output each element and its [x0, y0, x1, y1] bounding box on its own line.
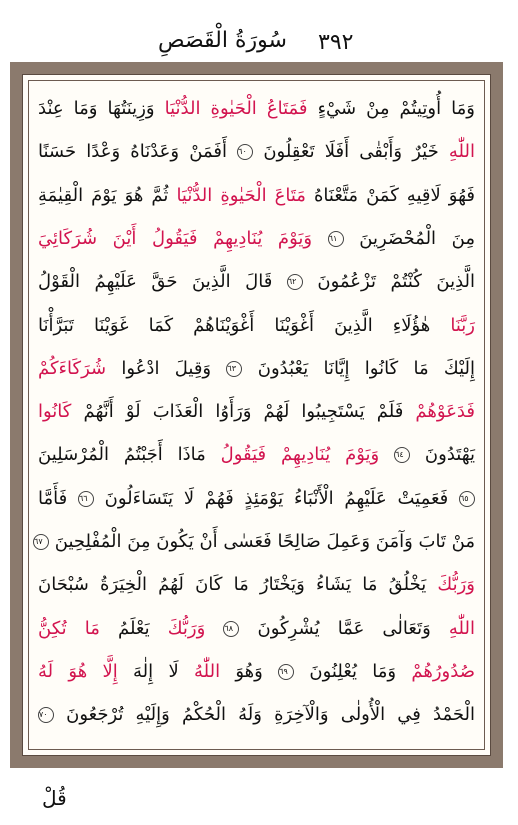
page-header [0, 24, 518, 58]
verse-line [38, 395, 475, 429]
highlighted-text: اللّٰهِ [448, 617, 475, 639]
verse-line [38, 482, 475, 516]
highlighted-text: وَرَبُّكَ [167, 617, 224, 639]
verse-text: وَتَعَالٰى عَمَّا يُشْرِكُونَ [239, 617, 449, 639]
verse-text: خَيْرٌ وَأَبْقٰى أَفَلَا تَعْقِلُونَ [253, 141, 449, 163]
ayah-number-marker: ٦٥ [459, 491, 475, 507]
verse-line [38, 92, 475, 126]
surah-title: سُورَةُ الْقَصَصِ [158, 28, 287, 53]
highlighted-text: اللّٰهُ [193, 660, 221, 682]
ayah-number-marker: ٦٤ [394, 447, 410, 463]
ayah-number-marker: ٦٠ [237, 144, 253, 160]
verse-text: وَقِيلَ ادْعُوا [106, 357, 227, 379]
verse-text: قَالَ الَّذِينَ حَقَّ عَلَيْهِمُ الْقَوْلُ [38, 271, 287, 293]
verse-line [38, 135, 475, 169]
verse-text: يَعْلَمُ [99, 617, 168, 639]
highlighted-text: وَرَبُّكَ [437, 574, 475, 596]
verse-text: لَا إِلٰهَ [117, 660, 194, 682]
highlighted-text: صُدُورُهُمْ [411, 660, 475, 682]
verse-line [38, 222, 475, 256]
verse-text: وَمَا يُعْلِنُونَ [294, 660, 412, 682]
highlighted-text: فَمَتَاعُ الْحَيٰوةِ الدُّنْيَا [164, 98, 308, 119]
highlighted-text: وَيَوْمَ يُنَادِيهِمْ فَيَقُولُ [220, 444, 395, 466]
verse-text: يَهْتَدُونَ [410, 444, 476, 466]
verse-text: فَأَمَّا [38, 487, 78, 509]
verse-text: فَهُوَ لَاقِيهِ كَمَنْ مَتَّعْنَاهُ [305, 184, 475, 206]
verse-text: مَنْ تَابَ وَآمَنَ وَعَمِلَ صَالِحًا فَعَسٰى أَنْ يَكُونَ مِنَ الْمُفْلِحِينَ [49, 531, 475, 552]
verse-text: إِلَيْكَ مَا كَانُوا إِيَّانَا يَعْبُدُونَ [242, 357, 475, 379]
verse-line [38, 352, 475, 386]
highlighted-text: مَا تُكِنُّ [38, 617, 100, 639]
page-number: ٣٩٢ [318, 30, 354, 55]
verse-text: مِنَ الْمُحْضَرِينَ [343, 227, 475, 249]
highlighted-text: وَيَوْمَ يُنَادِيهِمْ فَيَقُولُ أَيْنَ شُرَكَائِيَ [38, 227, 328, 249]
verse-text: وَهُوَ [220, 660, 279, 682]
verse-text: وَمَا أُوتِيتُمْ مِنْ شَيْءٍ [307, 98, 475, 119]
verse-text: فَلَمْ يَسْتَجِيبُوا لَهُمْ وَرَأَوُا الْعَذَابَ لَوْ أَنَّهُمْ [71, 401, 416, 423]
verse-line [38, 265, 475, 299]
highlighted-text: إِلَّا هُوَ لَهُ [38, 660, 118, 682]
ayah-number-marker: ٦٣ [226, 361, 242, 377]
verse-text: الَّذِينَ كُنْتُمْ تَزْعُمُونَ [302, 271, 476, 293]
highlighted-text: شُرَكَاءَكُمْ [38, 357, 107, 379]
verse-text: يَخْلُقُ مَا يَشَاءُ وَيَخْتَارُ مَا كَانَ لَهُمُ الْخِيَرَةُ سُبْحَانَ [38, 574, 438, 596]
verse-line [38, 568, 475, 602]
verse-line [34, 525, 475, 559]
verse-text: هٰؤُلَاءِ الَّذِينَ أَغْوَيْنَا أَغْوَيْنَاهُمْ كَمَا غَوَيْنَا تَبَرَّأْنَا [38, 314, 451, 336]
verse-line [38, 698, 475, 732]
ayah-number-marker: ٦٩ [278, 664, 294, 680]
ayah-number-marker: ٦١ [328, 231, 344, 247]
verse-text: فَعَمِيَتْ عَلَيْهِمُ الْأَنْبَاءُ يَوْمَئِذٍ فَهُمْ لَا يَتَسَاءَلُونَ [93, 487, 459, 509]
ayah-number-marker: ٧٠ [38, 707, 54, 723]
highlighted-text: كَانُوا [38, 401, 72, 423]
ayah-number-marker: ٦٢ [287, 274, 303, 290]
highlighted-text: رَبَّنَا [450, 314, 475, 336]
verse-text-block [34, 92, 476, 742]
verse-line [38, 309, 475, 343]
verse-line [38, 438, 475, 472]
ayah-number-marker: ٦٨ [223, 621, 239, 637]
verse-text: أَفَمَنْ وَعَدْنَاهُ وَعْدًا حَسَنًا [38, 141, 238, 163]
ayah-number-marker: ٦٧ [33, 534, 49, 550]
catchword: قُلْ [42, 786, 67, 810]
verse-text: ثُمَّ هُوَ يَوْمَ الْقِيٰمَةِ [38, 184, 177, 206]
ayah-number-marker: ٦٦ [78, 491, 94, 507]
verse-text: وَزِينَتُهَا وَمَا عِنْدَ [38, 98, 165, 119]
verse-text: مَاذَا أَجَبْتُمُ الْمُرْسَلِينَ [38, 444, 221, 466]
highlighted-text: مَتَاعَ الْحَيٰوةِ الدُّنْيَا [176, 184, 306, 206]
highlighted-text: اللّٰهِ [448, 141, 476, 163]
verse-line [38, 612, 475, 646]
highlighted-text: فَدَعَوْهُمْ [415, 401, 475, 423]
verse-line [38, 655, 475, 689]
verse-line [38, 179, 475, 213]
verse-text: الْحَمْدُ فِي الْأُولٰى وَالْآخِرَةِ وَلَهُ الْحُكْمُ وَإِلَيْهِ تُرْجَعُونَ [54, 704, 475, 726]
